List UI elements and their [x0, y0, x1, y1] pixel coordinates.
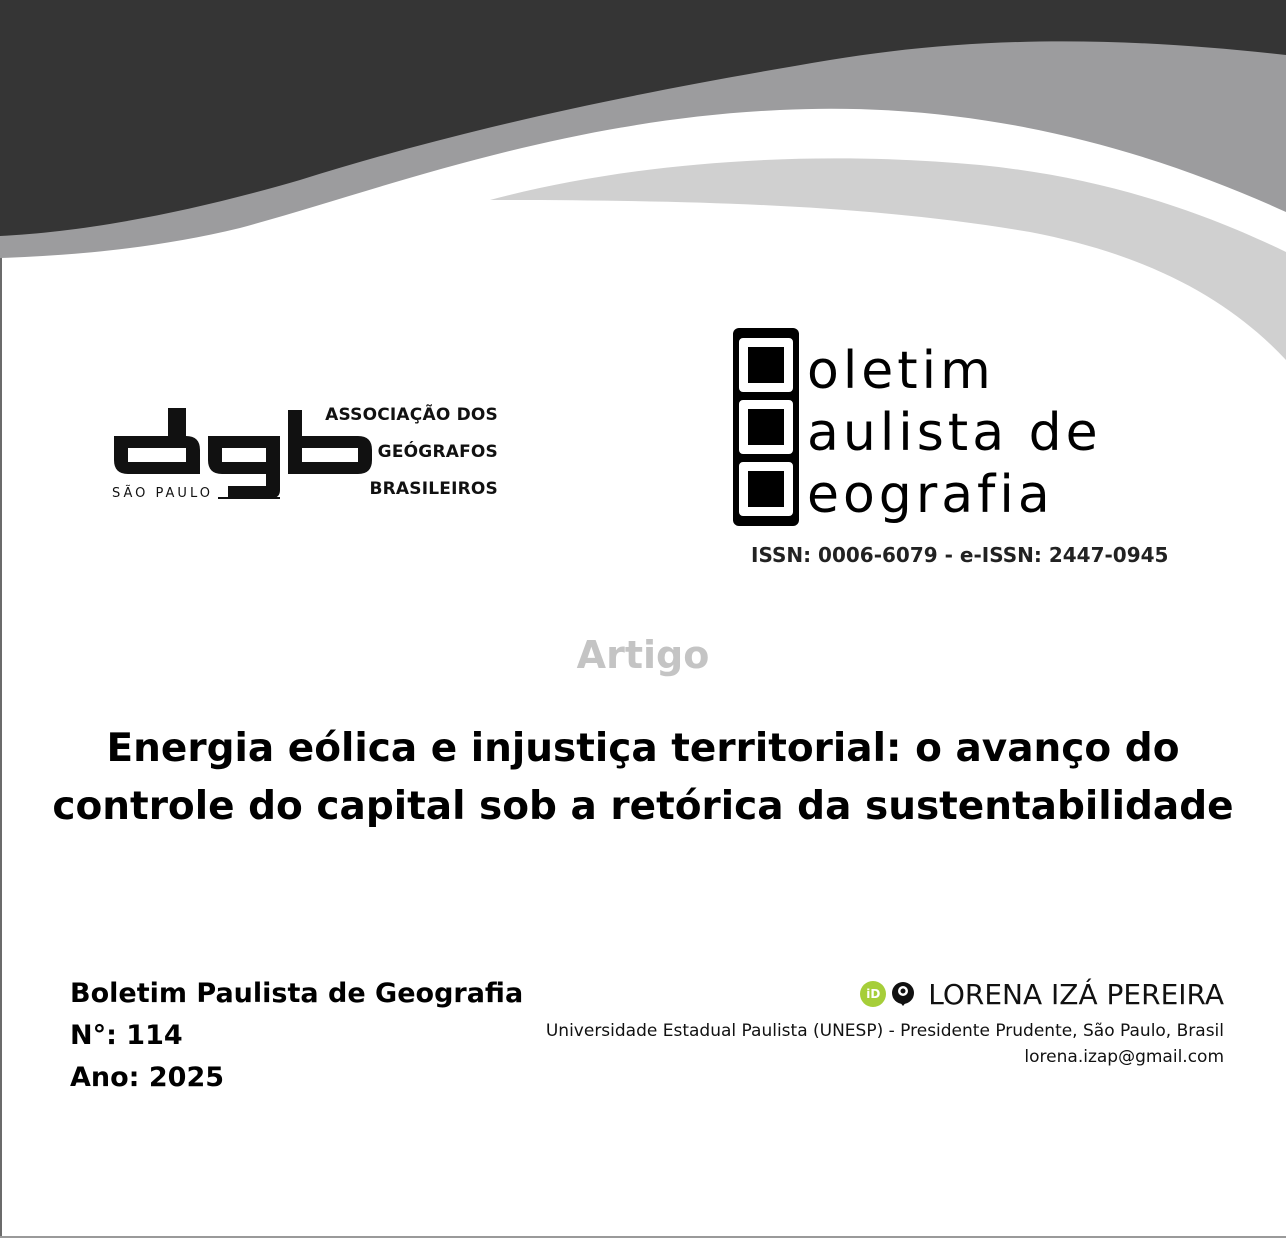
bpg-word-3: eografia — [807, 465, 1054, 525]
bpg-initials-block — [733, 328, 799, 526]
bpg-word-2: aulista de — [807, 403, 1102, 463]
article-kind: Artigo — [576, 633, 710, 677]
author-name: LORENA IZÁ PEREIRA — [928, 977, 1224, 1011]
author-affiliation: Universidade Estadual Paulista (UNESP) - Presidente Prudente, São Paulo, Brasil — [545, 1021, 1224, 1041]
agb-logo — [108, 398, 508, 510]
author-email[interactable]: lorena.izap@gmail.com — [1024, 1047, 1224, 1067]
header-wave-banner — [0, 0, 1286, 360]
author-line — [546, 972, 1224, 1016]
agb-logo-line-1: ASSOCIAÇÃO DOS — [325, 405, 498, 425]
author-block — [546, 972, 1224, 1070]
agb-logo-line-2: GEÓGRAFOS — [377, 442, 498, 462]
issn-line: ISSN: 0006-6079 - e-ISSN: 2447-0945 — [751, 543, 1169, 567]
agb-logo-line-3: BRASILEIROS — [369, 479, 498, 499]
issue-number: N°: 114 — [70, 1020, 183, 1051]
bpg-initial-b — [739, 338, 793, 392]
publication-year: Ano: 2025 — [70, 1062, 225, 1093]
journal-name: Boletim Paulista de Geografia — [70, 978, 524, 1009]
publication-info — [70, 973, 523, 1099]
agb-logo-region: SÃO PAULO — [112, 486, 213, 501]
article-title: Energia eólica e injustiça territorial: o avanço do controle do capital sob a retórica da sustentabilidade — [52, 726, 1234, 829]
bpg-logo — [733, 328, 1233, 528]
bpg-initial-p — [739, 400, 793, 454]
orcid-icon[interactable] — [860, 981, 886, 1007]
lattes-icon[interactable] — [890, 981, 916, 1007]
bpg-initial-g — [739, 462, 793, 516]
bpg-word-1: oletim — [807, 341, 995, 401]
orcid-icon-label: iD — [866, 987, 881, 1001]
